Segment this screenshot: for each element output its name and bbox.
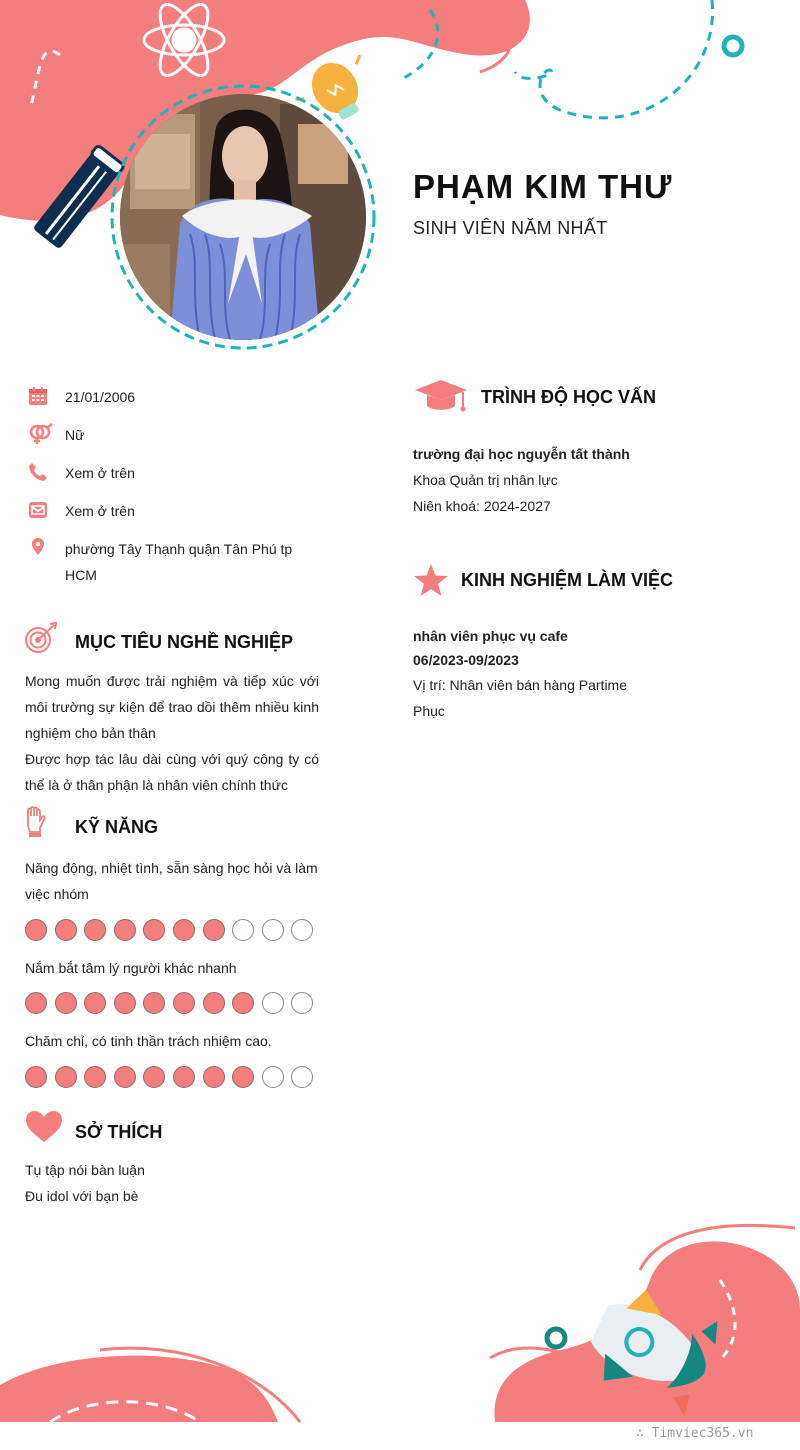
experience-title: KINH NGHIỆM LÀM VIỆC (461, 570, 674, 590)
dashed-trail-right (515, 0, 713, 118)
contact-gender-value: Nữ (65, 427, 85, 443)
objective-text: Mong muốn được trải nghiệm và tiếp xúc với môi trường sự kiện để trao dồi thêm nhiều kinh nghiệm cho bản thân Được hợp tác lâu dài cùng với quý công ty có thể là ở thân phận là nhân viên chính thức (25, 673, 319, 793)
watermark: ∴ Timviec365.vn (636, 1426, 754, 1441)
objective-title: MỤC TIÊU NGHỀ NGHIỆP (75, 632, 294, 652)
rating-dot-filled (203, 919, 225, 941)
graduation-cap-icon (413, 378, 469, 423)
star-icon (413, 563, 449, 602)
contact-gender (28, 422, 328, 460)
calendar-icon (28, 384, 65, 408)
education-details (413, 441, 783, 519)
hobby-item: Tụ tập nói bàn luận (25, 1162, 145, 1178)
avatar-frame (108, 82, 378, 352)
rating-dot-filled (173, 1066, 195, 1088)
teal-ring-icon (724, 37, 742, 55)
rating-dot-filled (25, 1066, 47, 1088)
contact-birthday (28, 384, 328, 422)
education-faculty: Khoa Quản trị nhân lực (413, 472, 558, 488)
skill-name-1: Năng động, nhiệt tình, sẵn sàng học hỏi và làm việc nhóm (25, 860, 318, 902)
rating-dot-filled (55, 992, 77, 1014)
skill-name-3: Chăm chỉ, có tinh thần trách nhiệm cao. (25, 1033, 272, 1049)
bottom-decoration (0, 1200, 800, 1450)
email-icon (28, 498, 65, 522)
education-title: TRÌNH ĐỘ HỌC VẤN (481, 387, 656, 407)
rating-dot-filled (173, 919, 195, 941)
rating-dot-empty (291, 919, 313, 941)
hobby-item: Đu idol với bạn bè (25, 1188, 139, 1204)
education-period: Niên khoá: 2024-2027 (413, 498, 551, 514)
location-pin-icon (28, 536, 65, 560)
rating-dot-empty (262, 1066, 284, 1088)
bottom-left-blob (0, 1356, 278, 1422)
contact-email (28, 498, 328, 536)
rating-dot-filled (84, 1066, 106, 1088)
experience-position: Vị trí: Nhân viên bán hàng Partime (413, 677, 628, 693)
contact-phone-value: Xem ở trên (65, 465, 135, 481)
rating-dot-filled (55, 1066, 77, 1088)
contact-address (28, 536, 328, 588)
rating-dot-empty (262, 992, 284, 1014)
teal-ring-bottom-icon (547, 1329, 565, 1347)
contact-list (28, 384, 328, 588)
rating-dot-empty (262, 919, 284, 941)
contact-birthday-value: 21/01/2006 (65, 389, 136, 405)
rating-dot-filled (114, 992, 136, 1014)
skill-rating-2 (25, 992, 313, 1014)
hobbies-title: SỞ THÍCH (75, 1122, 163, 1142)
rating-dot-filled (84, 992, 106, 1014)
phone-icon (28, 460, 65, 484)
contact-phone (28, 460, 328, 498)
rating-dot-filled (232, 992, 254, 1014)
target-icon (24, 622, 58, 661)
rating-dot-empty (232, 919, 254, 941)
skill-rating-3 (25, 1066, 313, 1088)
rating-dot-filled (232, 1066, 254, 1088)
hand-icon (24, 806, 48, 843)
experience-company: nhân viên phục vụ cafe (413, 628, 568, 644)
rating-dot-filled (203, 992, 225, 1014)
rating-dot-filled (203, 1066, 225, 1088)
skill-rating-1 (25, 919, 313, 941)
full-name: PHẠM KIM THƯ (413, 168, 673, 205)
skills-title: KỸ NĂNG (75, 817, 159, 837)
experience-period: 06/2023-09/2023 (413, 652, 519, 668)
rating-dot-filled (25, 992, 47, 1014)
education-school: trường đại học nguyễn tất thành (413, 446, 630, 462)
rating-dot-filled (25, 919, 47, 941)
contact-email-value: Xem ở trên (65, 503, 135, 519)
rating-dot-filled (114, 1066, 136, 1088)
job-title: SINH VIÊN NĂM NHẤT (413, 218, 608, 238)
rating-dot-filled (173, 992, 195, 1014)
rating-dot-filled (114, 919, 136, 941)
contact-address-value: phường Tây Thạnh quận Tân Phú tp HCM (65, 541, 293, 583)
avatar-photo (120, 94, 366, 340)
gender-icon (28, 422, 65, 446)
rating-dot-filled (55, 919, 77, 941)
rating-dot-empty (291, 1066, 313, 1088)
rating-dot-filled (143, 992, 165, 1014)
experience-detail: Phục (413, 703, 445, 719)
rating-dot-filled (143, 1066, 165, 1088)
experience-details (413, 624, 783, 724)
skill-name-2: Nắm bắt tâm lý người khác nhanh (25, 960, 237, 976)
heart-icon (25, 1110, 63, 1149)
rating-dot-filled (143, 919, 165, 941)
rating-dot-empty (291, 992, 313, 1014)
rating-dot-filled (84, 919, 106, 941)
